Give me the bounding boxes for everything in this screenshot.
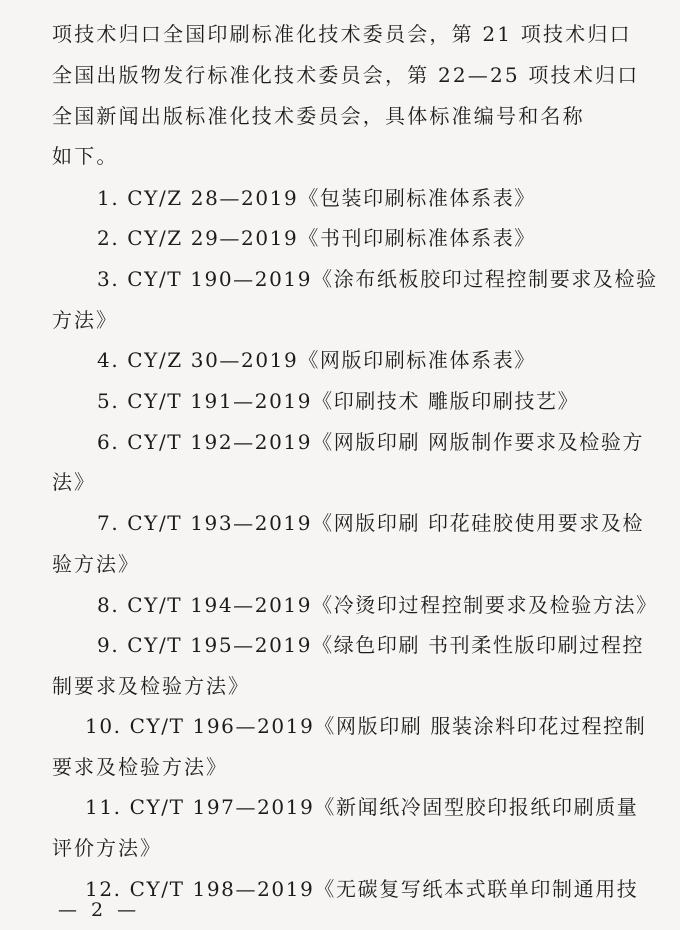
- list-item: [97, 347, 536, 373]
- list-item-continuation: 制要求及检验方法》: [52, 674, 250, 698]
- standard-code: CY/Z 28—2019: [127, 186, 299, 210]
- list-item: [85, 794, 638, 820]
- list-item: [97, 266, 658, 292]
- list-item-continuation: 方法》: [52, 308, 118, 332]
- intro-line: 全国出版物发行标准化技术委员会，第 22—25 项技术归口: [52, 63, 640, 87]
- list-item: [97, 510, 644, 536]
- standard-code: CY/T 190—2019: [127, 267, 313, 291]
- item-number: 6.: [97, 430, 120, 454]
- list-item: [97, 225, 536, 251]
- item-number: 8.: [97, 593, 120, 617]
- list-item-continuation: 要求及检验方法》: [52, 755, 228, 779]
- standard-title: 《印刷技术 雕版印刷技艺》: [312, 389, 580, 413]
- list-item: [97, 185, 536, 211]
- item-number: 1.: [97, 186, 120, 210]
- list-item: [97, 429, 644, 455]
- standard-title: 《绿色印刷 书刊柔性版印刷过程控: [312, 633, 645, 657]
- list-item-continuation: 法》: [52, 470, 96, 494]
- intro-line: 全国新闻出版标准化技术委员会，具体标准编号和名称: [52, 104, 585, 128]
- item-number: 9.: [97, 633, 120, 657]
- standard-title: 《冷烫印过程控制要求及检验方法》: [312, 593, 658, 617]
- standard-title: 《网版印刷 网版制作要求及检验方: [312, 430, 645, 454]
- list-item-continuation: 验方法》: [52, 552, 140, 576]
- standard-title: 《书刊印刷标准体系表》: [298, 226, 536, 250]
- item-number: 11.: [85, 795, 122, 819]
- list-item: [85, 713, 646, 739]
- list-item: [85, 876, 638, 902]
- list-item: [97, 632, 644, 658]
- list-item: [97, 592, 658, 618]
- standard-title: 《无碳复写纸本式联单印制通用技: [314, 877, 639, 901]
- standard-code: CY/T 193—2019: [127, 511, 313, 535]
- list-item: [97, 388, 579, 414]
- item-number: 4.: [97, 348, 120, 372]
- item-number: 5.: [97, 389, 120, 413]
- standard-title: 《包装印刷标准体系表》: [298, 186, 536, 210]
- list-item-continuation: 评价方法》: [52, 836, 162, 860]
- page-number: — 2 —: [58, 899, 141, 921]
- standard-title: 《网版印刷 服装涂料印花过程控制: [314, 714, 647, 738]
- standard-title: 《网版印刷 印花硅胶使用要求及检: [312, 511, 645, 535]
- standard-code: CY/T 194—2019: [127, 593, 313, 617]
- standard-code: CY/T 197—2019: [129, 795, 315, 819]
- item-number: 2.: [97, 226, 120, 250]
- item-number: 7.: [97, 511, 120, 535]
- item-number: 3.: [97, 267, 120, 291]
- standard-code: CY/T 191—2019: [127, 389, 313, 413]
- intro-line: 项技术归口全国印刷标准化技术委员会，第 21 项技术归口: [52, 22, 632, 46]
- item-number: 10.: [85, 714, 122, 738]
- standard-code: CY/Z 30—2019: [127, 348, 299, 372]
- standard-code: CY/T 192—2019: [127, 430, 313, 454]
- standard-code: CY/T 195—2019: [127, 633, 313, 657]
- standard-title: 《新闻纸冷固型胶印报纸印刷质量: [314, 795, 639, 819]
- intro-line: 如下。: [52, 144, 119, 168]
- standard-title: 《涂布纸板胶印过程控制要求及检验: [312, 267, 658, 291]
- standard-title: 《网版印刷标准体系表》: [298, 348, 536, 372]
- item-number: 12.: [85, 877, 122, 901]
- standard-code: CY/T 198—2019: [129, 877, 315, 901]
- standard-code: CY/Z 29—2019: [127, 226, 299, 250]
- standard-code: CY/T 196—2019: [129, 714, 315, 738]
